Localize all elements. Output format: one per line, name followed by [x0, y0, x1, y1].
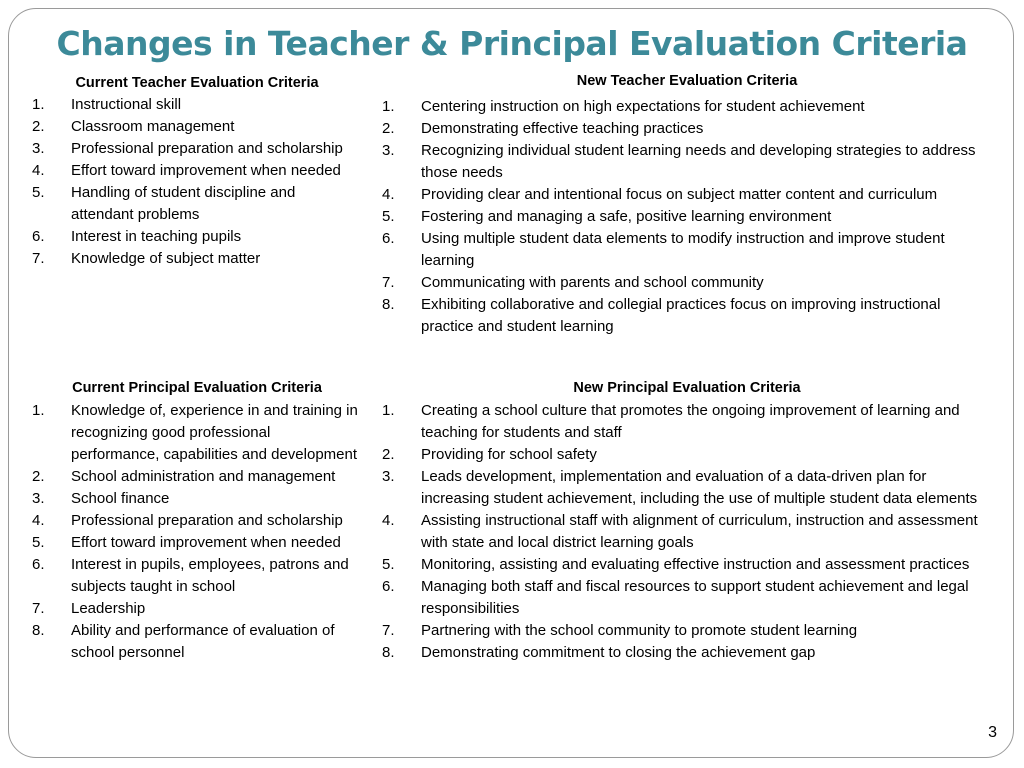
criteria-item: [32, 532, 362, 554]
criteria-item-text: Handling of student discipline and attendant problems: [71, 184, 296, 223]
criteria-item-number: 1.: [382, 98, 395, 115]
criteria-item-number: 2.: [382, 120, 395, 137]
criteria-item-number: 7.: [382, 274, 395, 291]
criteria-item-text: Leads development, implementation and evaluation of a data-driven plan for increasing student achievement, including the use of multiple student data elements: [421, 468, 978, 507]
criteria-item: [382, 118, 992, 140]
criteria-item-number: 2.: [32, 468, 45, 485]
criteria-item-number: 3.: [382, 468, 395, 485]
criteria-item-number: 1.: [32, 96, 45, 113]
criteria-item-number: 3.: [382, 142, 395, 159]
criteria-item: [32, 116, 362, 138]
criteria-item-text: Managing both staff and fiscal resources to support student achievement and legal responsibilities: [421, 578, 969, 617]
criteria-item: [382, 620, 992, 642]
criteria-item-text: Knowledge of, experience in and training in recognizing good professional performance, capabilities and development: [71, 402, 358, 463]
criteria-item: [382, 576, 992, 620]
criteria-item-number: 4.: [32, 512, 45, 529]
current-principal-criteria-section: [32, 380, 362, 664]
new-teacher-criteria-heading: New Teacher Evaluation Criteria: [576, 73, 798, 89]
criteria-item-number: 5.: [32, 184, 45, 201]
criteria-item-number: 1.: [382, 402, 395, 419]
criteria-item-number: 2.: [382, 446, 395, 463]
criteria-item-text: Partnering with the school community to promote student learning: [421, 622, 858, 639]
criteria-item-text: Monitoring, assisting and evaluating effective instruction and assessment practices: [421, 556, 970, 573]
criteria-item-number: 8.: [382, 296, 395, 313]
criteria-item-text: Assisting instructional staff with alignment of curriculum, instruction and assessment with state and local district learning goals: [421, 512, 978, 551]
criteria-item-number: 3.: [32, 490, 45, 507]
criteria-item-number: 4.: [382, 186, 395, 203]
new-teacher-criteria-section: [382, 73, 992, 338]
criteria-item: [32, 248, 362, 270]
criteria-item-text: Providing for school safety: [421, 446, 597, 463]
criteria-item-number: 5.: [382, 208, 395, 225]
criteria-item: [32, 226, 362, 248]
criteria-item: [382, 400, 992, 444]
page-number: 3: [988, 724, 997, 741]
new-principal-criteria-section: [382, 380, 992, 664]
criteria-item-number: 7.: [32, 250, 45, 267]
criteria-item: [382, 140, 992, 184]
criteria-item-text: Recognizing individual student learning needs and developing strategies to address those needs: [421, 142, 976, 181]
criteria-item-text: Centering instruction on high expectations for student achievement: [421, 98, 865, 115]
criteria-item-number: 1.: [32, 402, 45, 419]
current-teacher-criteria-list: [32, 94, 362, 270]
criteria-item-text: Exhibiting collaborative and collegial practices focus on improving instructional practice and student learning: [421, 296, 941, 335]
criteria-item: [382, 294, 992, 338]
criteria-item: [382, 184, 992, 206]
current-principal-criteria-heading: Current Principal Evaluation Criteria: [72, 380, 322, 396]
new-principal-criteria-list: [382, 400, 992, 664]
criteria-item: [32, 94, 362, 116]
current-teacher-criteria-heading: Current Teacher Evaluation Criteria: [75, 75, 319, 91]
criteria-item: [32, 466, 362, 488]
criteria-item: [32, 510, 362, 532]
criteria-item: [382, 510, 992, 554]
criteria-item-text: Fostering and managing a safe, positive learning environment: [421, 208, 832, 225]
criteria-item: [382, 96, 992, 118]
criteria-item-text: Using multiple student data elements to modify instruction and improve student learning: [421, 230, 945, 269]
criteria-item: [382, 466, 992, 510]
criteria-item-number: 5.: [32, 534, 45, 551]
criteria-item: [382, 554, 992, 576]
criteria-item-number: 6.: [32, 228, 45, 245]
criteria-item: [32, 138, 362, 160]
criteria-item-number: 6.: [382, 230, 395, 247]
criteria-item-number: 3.: [32, 140, 45, 157]
criteria-item-number: 8.: [32, 622, 45, 639]
criteria-item-text: Interest in teaching pupils: [71, 228, 242, 245]
criteria-item-number: 6.: [382, 578, 395, 595]
criteria-item-text: Knowledge of subject matter: [71, 250, 261, 267]
criteria-item-text: Instructional skill: [71, 96, 182, 113]
criteria-item-text: Leadership: [71, 600, 146, 617]
criteria-item-number: 4.: [32, 162, 45, 179]
criteria-item-text: Creating a school culture that promotes the ongoing improvement of learning and teaching for students and staff: [421, 402, 960, 441]
criteria-item-text: Interest in pupils, employees, patrons and subjects taught in school: [71, 556, 349, 595]
criteria-item: [32, 554, 362, 598]
criteria-item-text: Effort toward improvement when needed: [71, 534, 341, 551]
criteria-item-text: Demonstrating commitment to closing the achievement gap: [421, 644, 816, 661]
criteria-item-text: Effort toward improvement when needed: [71, 162, 341, 179]
criteria-item: [32, 598, 362, 620]
criteria-item-number: 4.: [382, 512, 395, 529]
criteria-item-text: Professional preparation and scholarship: [71, 512, 343, 529]
criteria-item-text: Providing clear and intentional focus on subject matter content and curriculum: [421, 186, 938, 203]
criteria-item: [382, 206, 992, 228]
criteria-item: [32, 182, 362, 226]
current-teacher-criteria-section: [32, 73, 362, 270]
criteria-item: [382, 272, 992, 294]
criteria-item-number: 7.: [382, 622, 395, 639]
criteria-item-text: Ability and performance of evaluation of school personnel: [71, 622, 335, 661]
criteria-item-text: Communicating with parents and school community: [421, 274, 764, 291]
criteria-item-number: 2.: [32, 118, 45, 135]
criteria-item: [32, 160, 362, 182]
criteria-item: [32, 620, 362, 664]
new-teacher-criteria-list: [382, 96, 992, 338]
criteria-item-number: 8.: [382, 644, 395, 661]
criteria-item: [32, 488, 362, 510]
criteria-item-text: Classroom management: [71, 118, 235, 135]
criteria-item-text: School administration and management: [71, 468, 336, 485]
criteria-item-number: 5.: [382, 556, 395, 573]
criteria-item-number: 6.: [32, 556, 45, 573]
current-principal-criteria-list: [32, 400, 362, 664]
criteria-item: [32, 400, 362, 466]
criteria-item: [382, 642, 992, 664]
new-principal-criteria-heading: New Principal Evaluation Criteria: [573, 380, 801, 396]
criteria-item: [382, 444, 992, 466]
slide-title: Changes in Teacher & Principal Evaluation Criteria: [56, 24, 968, 63]
criteria-item-text: School finance: [71, 490, 170, 507]
criteria-item-text: Professional preparation and scholarship: [71, 140, 343, 157]
criteria-item-number: 7.: [32, 600, 45, 617]
criteria-item: [382, 228, 992, 272]
criteria-item-text: Demonstrating effective teaching practices: [421, 120, 704, 137]
